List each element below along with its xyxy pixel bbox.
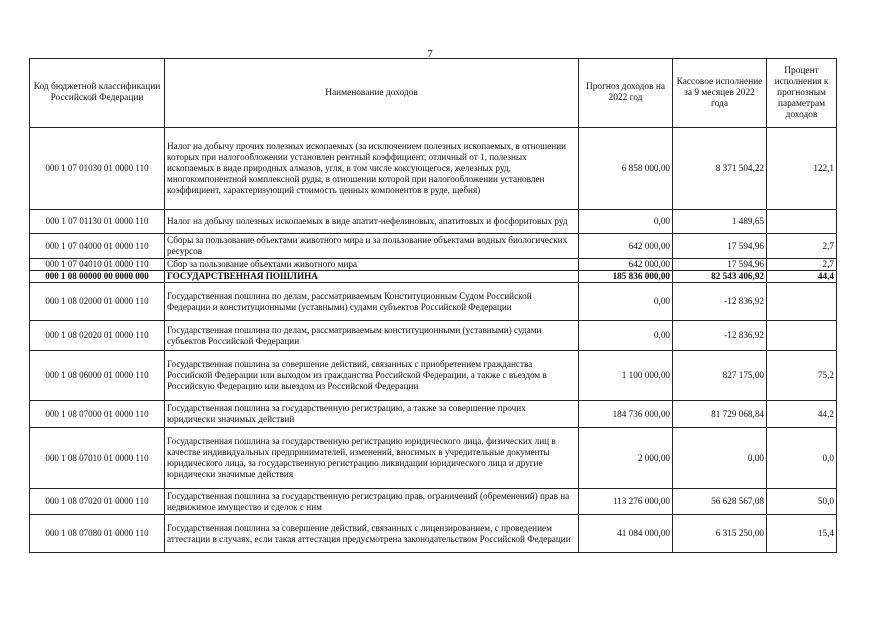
row-executed: 82 543 406,92 (673, 271, 767, 283)
row-name: Налог на добычу полезных ископаемых в виде апатит-нефелиновых, апатитовых и фосфоритовых руд (165, 210, 579, 234)
row-name: Государственная пошлина по делам, рассматриваемым конституционными (уставными) судами субъектов Российской Федерации (165, 321, 579, 351)
header-forecast: Прогноз доходов на 2022 год (579, 59, 673, 128)
row-forecast: 113 276 000,00 (579, 489, 673, 515)
row-code: 000 1 08 07020 01 0000 110 (30, 489, 165, 515)
row-name: Государственная пошлина за государственную регистрацию, а также за совершение прочих юридически значимых действий (165, 401, 579, 428)
row-forecast: 6 858 000,00 (579, 128, 673, 210)
row-forecast: 185 836 000,00 (579, 271, 673, 283)
table-row (30, 259, 837, 271)
row-name: Государственная пошлина за совершение действий, связанных с приобретением гражданства Российской Федерации или выходом из гражданства Российской Федерации, а также с въездом в Российскую Федерацию или выездом из Российской Федерации (165, 351, 579, 401)
table-header-row (30, 59, 837, 128)
row-percent: 2,7 (767, 259, 837, 271)
row-executed: -12 836,92 (673, 321, 767, 351)
row-executed: 17 594,96 (673, 259, 767, 271)
table-row (30, 128, 837, 210)
row-executed: 56 628 567,08 (673, 489, 767, 515)
row-name: Государственная пошлина за государственную регистрацию прав, ограничений (обременений) прав на недвижимое имущество и сделок с ним (165, 489, 579, 515)
row-code: 000 1 08 07010 01 0000 110 (30, 428, 165, 489)
table-row (30, 234, 837, 259)
table-row (30, 515, 837, 553)
row-name: Налог на добычу прочих полезных ископаемых (за исключением полезных ископаемых, в отношении которых при налогообложении установлен рентный коэффициент, отличный от 1, полезных ископаемых в виде природных алмазов, угля, в том числе коксующегося, железных руд, многокомпонентной комплексной руды, в отношении которой при налогообложении установлен коэффициент, характеризующий стоимость ценных компонентов в руде, щебня) (165, 128, 579, 210)
header-executed: Кассовое исполнение за 9 месяцев 2022 года (673, 59, 767, 128)
row-percent: 44,2 (767, 401, 837, 428)
table-row (30, 283, 837, 321)
row-code: 000 1 07 01130 01 0000 110 (30, 210, 165, 234)
revenue-table (29, 58, 837, 553)
row-percent: 2,7 (767, 234, 837, 259)
row-percent (767, 321, 837, 351)
row-code: 000 1 08 06000 01 0000 110 (30, 351, 165, 401)
row-percent: 0,0 (767, 428, 837, 489)
row-name: Государственная пошлина за совершение действий, связанных с лицензированием, с проведением аттестации в случаях, если такая аттестация предусмотрена законодательством Российской Федерации (165, 515, 579, 553)
table-row (30, 210, 837, 234)
row-forecast: 2 000,00 (579, 428, 673, 489)
row-executed: 0,00 (673, 428, 767, 489)
row-executed: 1 489,65 (673, 210, 767, 234)
row-forecast: 642 000,00 (579, 234, 673, 259)
row-percent (767, 210, 837, 234)
row-name: Сборы за пользование объектами животного мира и за пользование объектами водных биологических ресурсов (165, 234, 579, 259)
row-executed: 827 175,00 (673, 351, 767, 401)
row-percent: 50,0 (767, 489, 837, 515)
table-row (30, 351, 837, 401)
header-percent: Процент исполнения к прогнозным параметрам доходов (767, 59, 837, 128)
row-name: Государственная пошлина по делам, рассматриваемым Конституционным Судом Российской Федерации и конституционными (уставными) судами субъектов Российской Федерации (165, 283, 579, 321)
row-percent: 75,2 (767, 351, 837, 401)
row-executed: -12 836,92 (673, 283, 767, 321)
row-executed: 17 594,96 (673, 234, 767, 259)
table-row-total (30, 271, 837, 283)
row-code: 000 1 08 02000 01 0000 110 (30, 283, 165, 321)
table-row (30, 321, 837, 351)
row-forecast: 41 084 000,00 (579, 515, 673, 553)
row-forecast: 0,00 (579, 283, 673, 321)
page-number: 7 (427, 48, 433, 60)
row-code: 000 1 08 02020 01 0000 110 (30, 321, 165, 351)
row-code: 000 1 07 01030 01 0000 110 (30, 128, 165, 210)
table-row (30, 489, 837, 515)
header-code: Код бюджетной классификации Российской Федерации (30, 59, 165, 128)
row-executed: 81 729 068,84 (673, 401, 767, 428)
row-code: 000 1 08 07080 01 0000 110 (30, 515, 165, 553)
row-code: 000 1 07 04000 01 0000 110 (30, 234, 165, 259)
table-row (30, 401, 837, 428)
row-code: 000 1 08 07000 01 0000 110 (30, 401, 165, 428)
row-code: 000 1 08 00000 00 0000 000 (30, 271, 165, 283)
row-name: Сбор за пользование объектами животного мира (165, 259, 579, 271)
row-forecast: 0,00 (579, 210, 673, 234)
row-forecast: 1 100 000,00 (579, 351, 673, 401)
row-name: Государственная пошлина за государственную регистрацию юридического лица, физических лиц в качестве индивидуальных предпринимателей, изменений, вносимых в учредительные документы юридического лица, за государственную регистрацию ликвидации юридического лица и другие юридически значимые действия (165, 428, 579, 489)
row-percent: 122,1 (767, 128, 837, 210)
row-percent: 44,4 (767, 271, 837, 283)
table-row (30, 428, 837, 489)
row-forecast: 184 736 000,00 (579, 401, 673, 428)
row-executed: 6 315 250,00 (673, 515, 767, 553)
row-forecast: 642 000,00 (579, 259, 673, 271)
row-percent: 15,4 (767, 515, 837, 553)
row-executed: 8 371 504,22 (673, 128, 767, 210)
row-name: ГОСУДАРСТВЕННАЯ ПОШЛИНА (165, 271, 579, 283)
header-name: Наименование доходов (165, 59, 579, 128)
row-forecast: 0,00 (579, 321, 673, 351)
row-percent (767, 283, 837, 321)
row-code: 000 1 07 04010 01 0000 110 (30, 259, 165, 271)
